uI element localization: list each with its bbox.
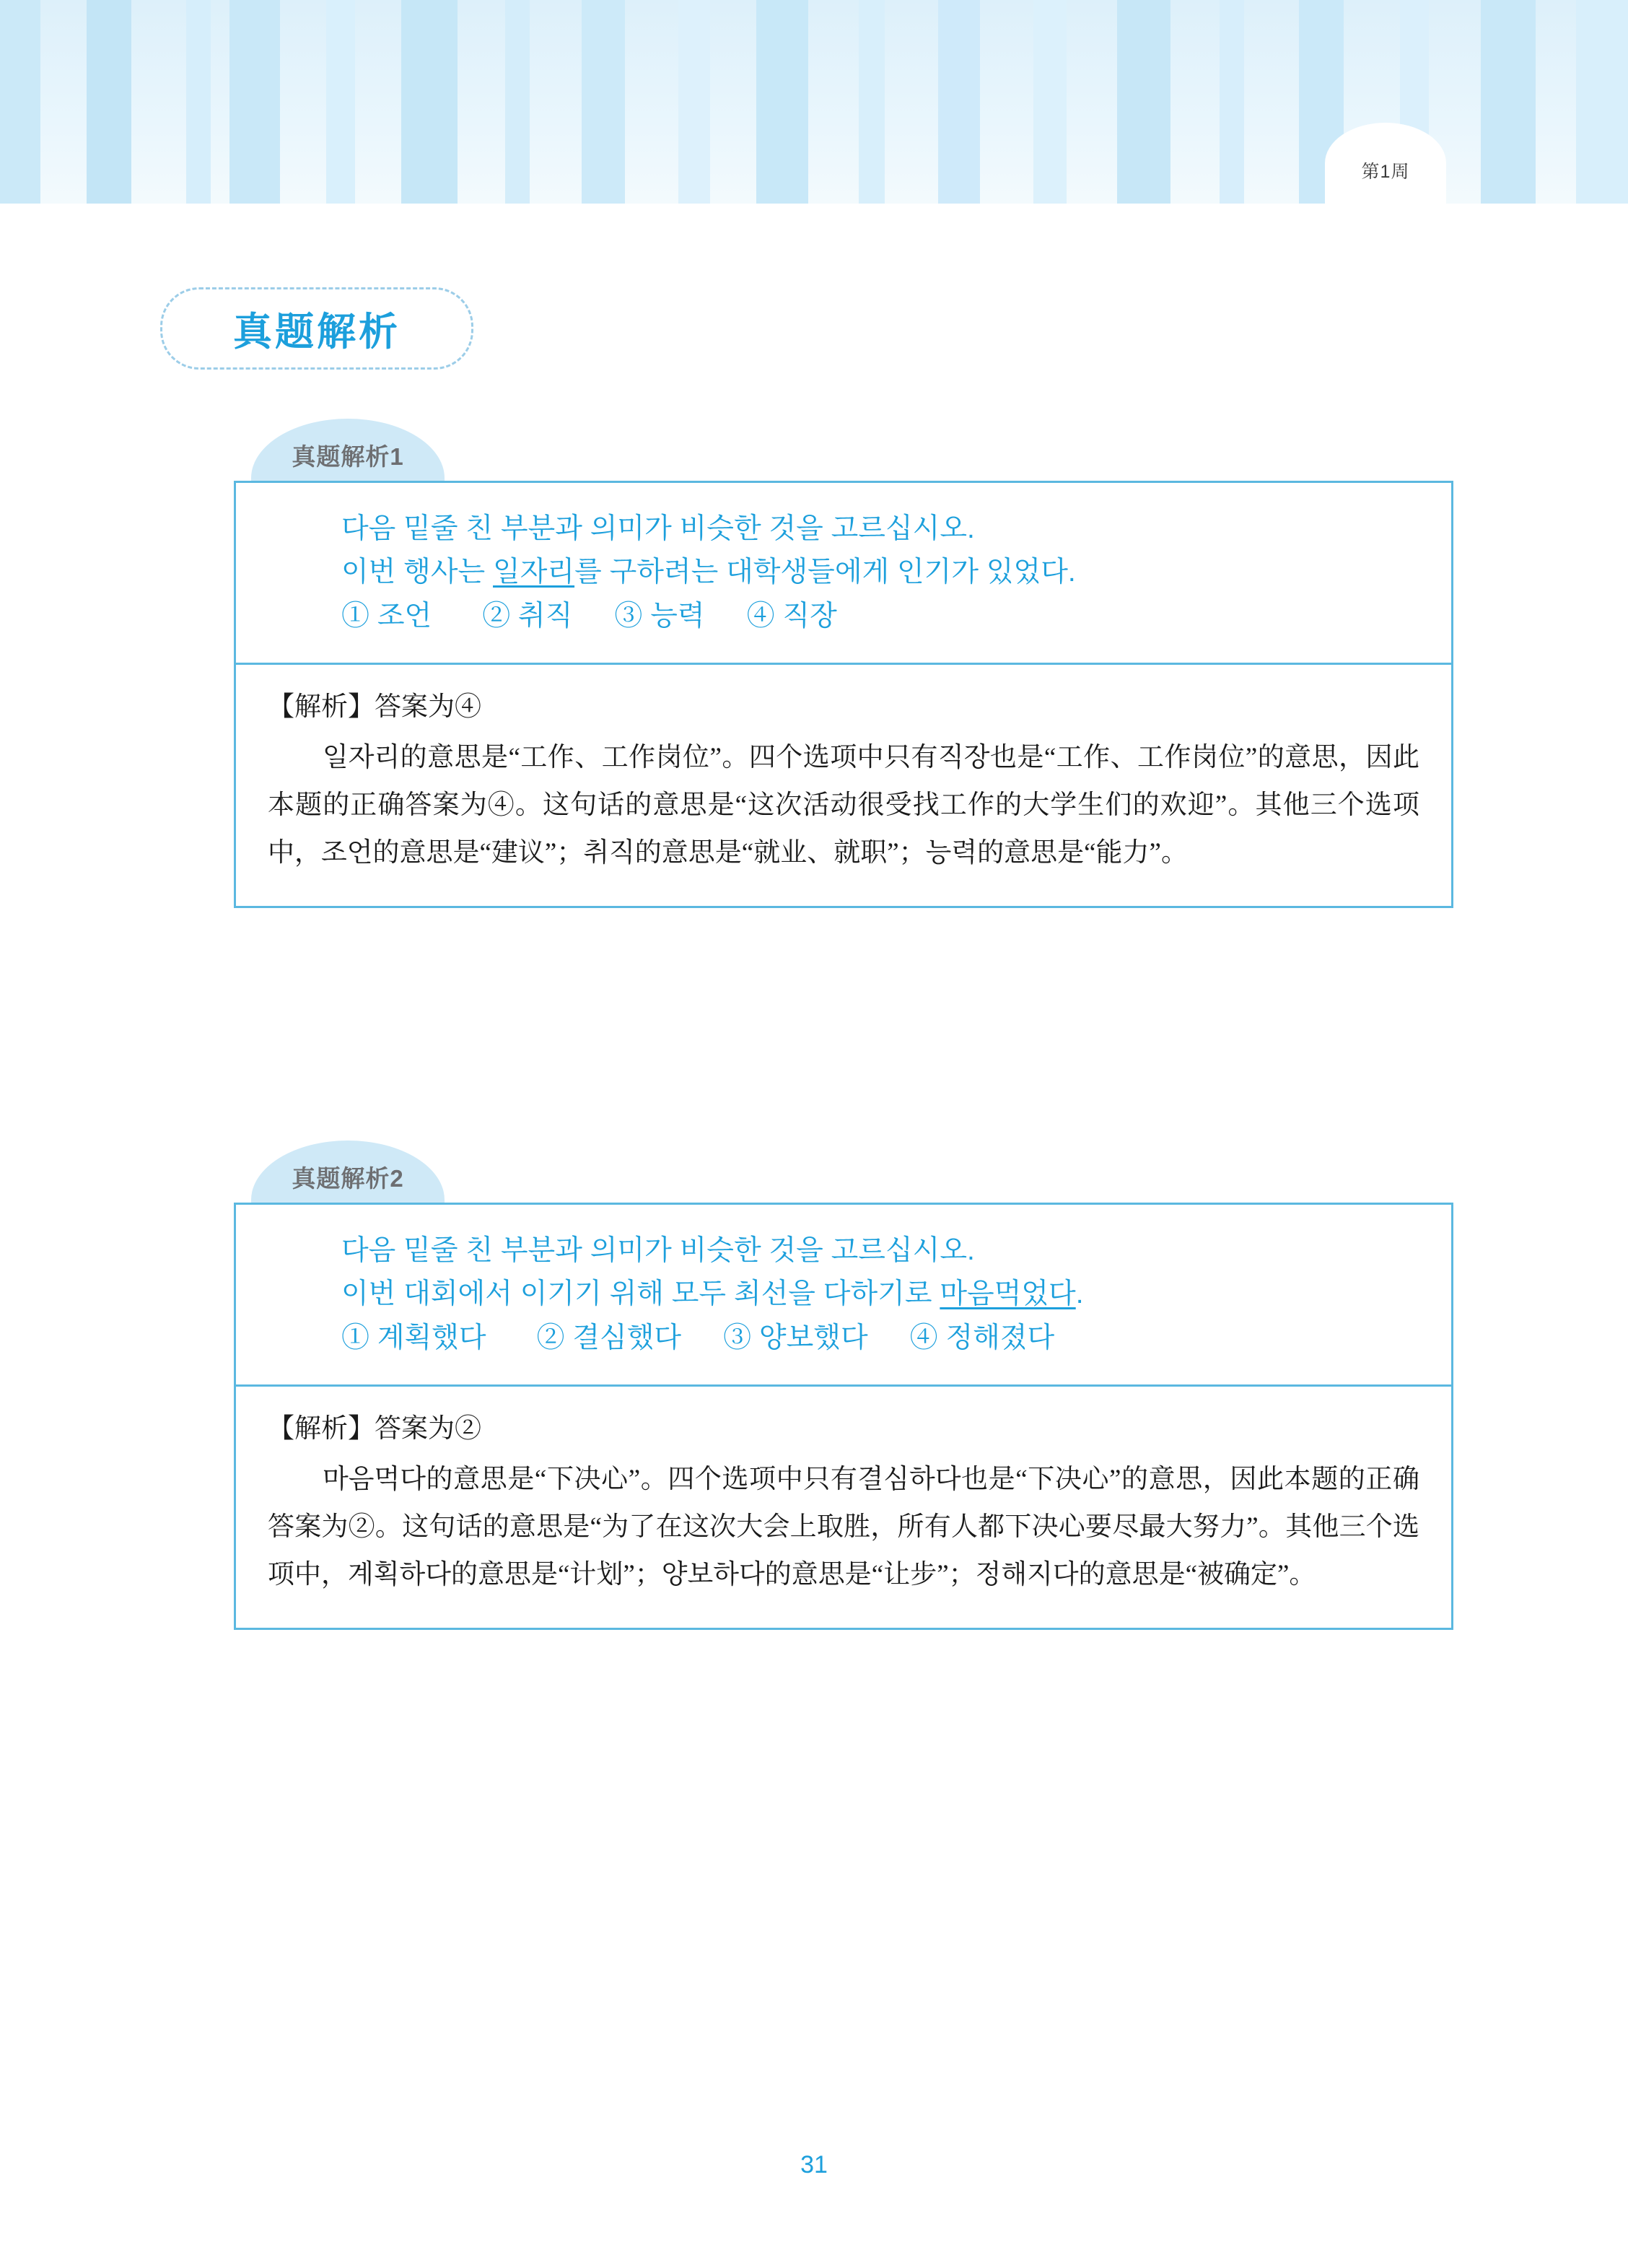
section-heading <box>160 287 473 370</box>
sentence-before: 이번 대회에서 이기기 위해 모두 최선을 다하기로 <box>341 1278 940 1310</box>
explanation-paragraph: 일자리的意思是“工作、工作岗位”。四个选项中只有직장也是“工作、工作岗位”的意思，因此本题的正确答案为④。这句话的意思是“这次活动很受找工作的大学生们的欢迎”。其他三个选项中，조언的意思是“建议”；취직的意思是“就业、就职”；능력的意思是“能力”。 <box>268 743 1419 868</box>
week-tab <box>1325 123 1446 204</box>
block-tab <box>251 1140 445 1203</box>
sentence-after: 를 구하려는 대학생들에게 인기가 있었다. <box>574 557 1076 588</box>
page-number: 31 <box>800 2151 828 2178</box>
choice-2[interactable]: ② 취직 <box>482 600 573 632</box>
question-sentence <box>265 1273 1422 1316</box>
band-stripe <box>0 0 40 204</box>
choice-3[interactable]: ③ 양보했다 <box>723 1322 868 1353</box>
choice-4[interactable]: ④ 직장 <box>746 600 837 632</box>
analysis-block-2 <box>234 1140 1453 1630</box>
question-sentence <box>265 551 1422 594</box>
band-stripe <box>401 0 458 204</box>
band-stripe <box>582 0 625 204</box>
band-stripe <box>938 0 980 204</box>
band-stripe <box>229 0 280 204</box>
explanation-area <box>236 665 1451 905</box>
question-prompt: 다음 밑줄 친 부분과 의미가 비슷한 것을 고르십시오. <box>341 513 975 544</box>
band-stripe <box>678 0 710 204</box>
band-stripe <box>1117 0 1170 204</box>
answer-line: 【解析】答案为④ <box>268 692 481 723</box>
sentence-before: 이번 행사는 <box>341 557 494 588</box>
band-stripe <box>1220 0 1244 204</box>
choice-1[interactable]: ① 조언 <box>341 600 432 632</box>
analysis-block-1 <box>234 419 1453 908</box>
question-area <box>236 1205 1451 1387</box>
question-choices <box>265 1317 1422 1360</box>
choice-2[interactable]: ② 결심했다 <box>536 1322 682 1353</box>
block-body <box>234 1203 1453 1630</box>
section-heading-label: 真题解析 <box>233 310 401 354</box>
band-stripe <box>505 0 530 204</box>
choice-3[interactable]: ③ 능력 <box>614 600 705 632</box>
band-stripe <box>859 0 885 204</box>
question-choices <box>265 595 1422 638</box>
explanation-area <box>236 1387 1451 1627</box>
explanation-paragraph: 마음먹다的意思是“下决心”。四个选项中只有결심하다也是“下决心”的意思，因此本题的正确答案为②。这句话的意思是“为了在这次大会上取胜，所有人都下决心要尽最大努力”。其他三个选项中，계획하다的意思是“计划”；양보하다的意思是“让步”；정해지다的意思是“被确定”。 <box>268 1465 1419 1589</box>
answer-line: 【解析】答案为② <box>268 1414 481 1444</box>
band-stripe <box>87 0 131 204</box>
block-tab-label: 真题解析1 <box>292 443 404 470</box>
sentence-after: . <box>1075 1278 1084 1310</box>
band-stripe <box>1576 0 1628 204</box>
question-prompt: 다음 밑줄 친 부분과 의미가 비슷한 것을 고르십시오. <box>341 1235 975 1266</box>
band-stripe <box>1033 0 1067 204</box>
band-stripe <box>1481 0 1536 204</box>
week-tab-label: 第1周 <box>1361 162 1410 182</box>
band-stripe <box>756 0 808 204</box>
choice-1[interactable]: ① 계획했다 <box>341 1322 486 1353</box>
band-stripe <box>186 0 211 204</box>
block-tab-label: 真题解析2 <box>292 1165 404 1192</box>
choice-4[interactable]: ④ 정해졌다 <box>909 1322 1055 1353</box>
block-tab <box>251 419 445 481</box>
band-stripe <box>326 0 355 204</box>
sentence-underlined-word: 일자리 <box>493 557 575 588</box>
sentence-underlined-word: 마음먹었다 <box>940 1278 1076 1310</box>
block-body <box>234 481 1453 908</box>
question-area <box>236 483 1451 665</box>
